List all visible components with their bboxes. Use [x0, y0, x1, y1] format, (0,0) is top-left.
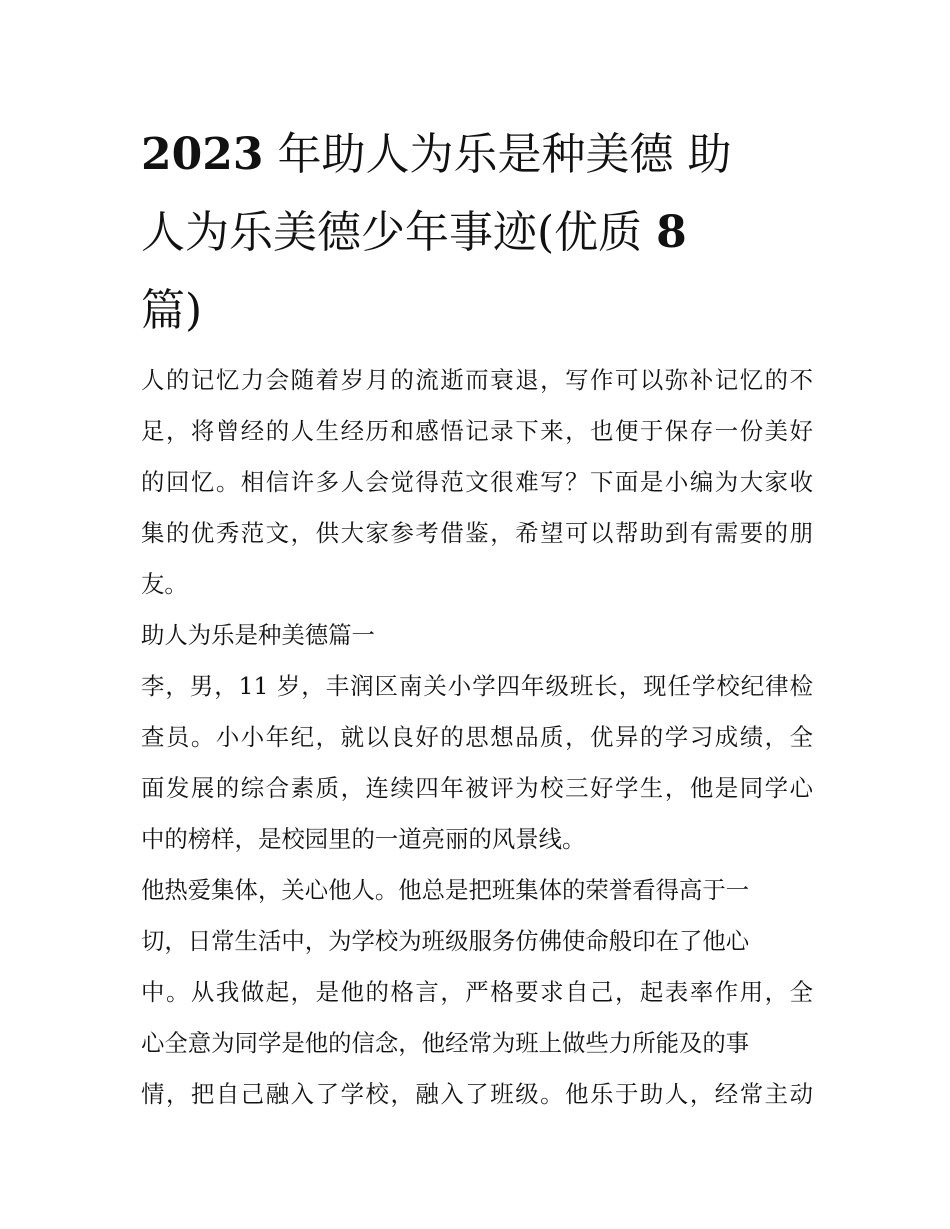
title-line-2 [141, 194, 801, 272]
section-heading [141, 610, 813, 661]
paragraph-1-line: 李，男，11 岁，丰润区南关小学四年级班长，现任学校纪律检 [141, 672, 813, 700]
intro-line: 集的优秀范文，供大家参考借鉴，希望可以帮助到有需要的朋 [141, 519, 813, 547]
paragraph-1 [141, 661, 813, 865]
document-body [141, 355, 813, 1120]
paragraph-1-line: 查员。小小年纪，就以良好的思想品质，优异的学习成绩，全 [141, 723, 813, 751]
title-line-1 [141, 116, 801, 194]
title-line-1-text: 年助人为乐是种美德 助 [263, 129, 732, 180]
title-line-2-text: 人为乐美德少年事迹(优质 [141, 207, 657, 258]
title-year: 2023 [141, 129, 264, 180]
paragraph-2-line: 中。从我做起，是他的格言，严格要求自己，起表率作用，全 [141, 978, 813, 1006]
paragraph-2-line: 心全意为同学是他的信念，他经常为班上做些力所能及的事 [141, 1029, 750, 1057]
paragraph-2 [141, 865, 813, 1120]
paragraph-2-line: 切，日常生活中，为学校为班级服务仿佛使命般印在了他心 [141, 927, 750, 955]
intro-line: 足，将曾经的人生经历和感悟记录下来，也便于保存一份美好 [141, 417, 813, 445]
intro-paragraph [141, 355, 813, 610]
intro-line: 的回忆。相信许多人会觉得范文很难写？下面是小编为大家收 [141, 468, 813, 496]
title-line-3 [141, 272, 801, 350]
title-line-3-text: 篇) [141, 285, 203, 336]
paragraph-2-line: 情，把自己融入了学校，融入了班级。他乐于助人，经常主动 [141, 1080, 813, 1108]
title-number: 8 [656, 207, 687, 258]
paragraph-1-line: 面发展的综合素质，连续四年被评为校三好学生，他是同学心 [141, 774, 813, 802]
section-heading-text: 助人为乐是种美德篇一 [141, 621, 375, 649]
paragraph-1-line: 中的榜样，是校园里的一道亮丽的风景线。 [141, 825, 586, 853]
intro-line: 人的记忆力会随着岁月的流逝而衰退，写作可以弥补记忆的不 [141, 366, 813, 394]
document-title [141, 116, 801, 350]
intro-line: 友。 [141, 570, 188, 598]
paragraph-2-line: 他热爱集体，关心他人。他总是把班集体的荣誉看得高于一 [141, 876, 750, 904]
